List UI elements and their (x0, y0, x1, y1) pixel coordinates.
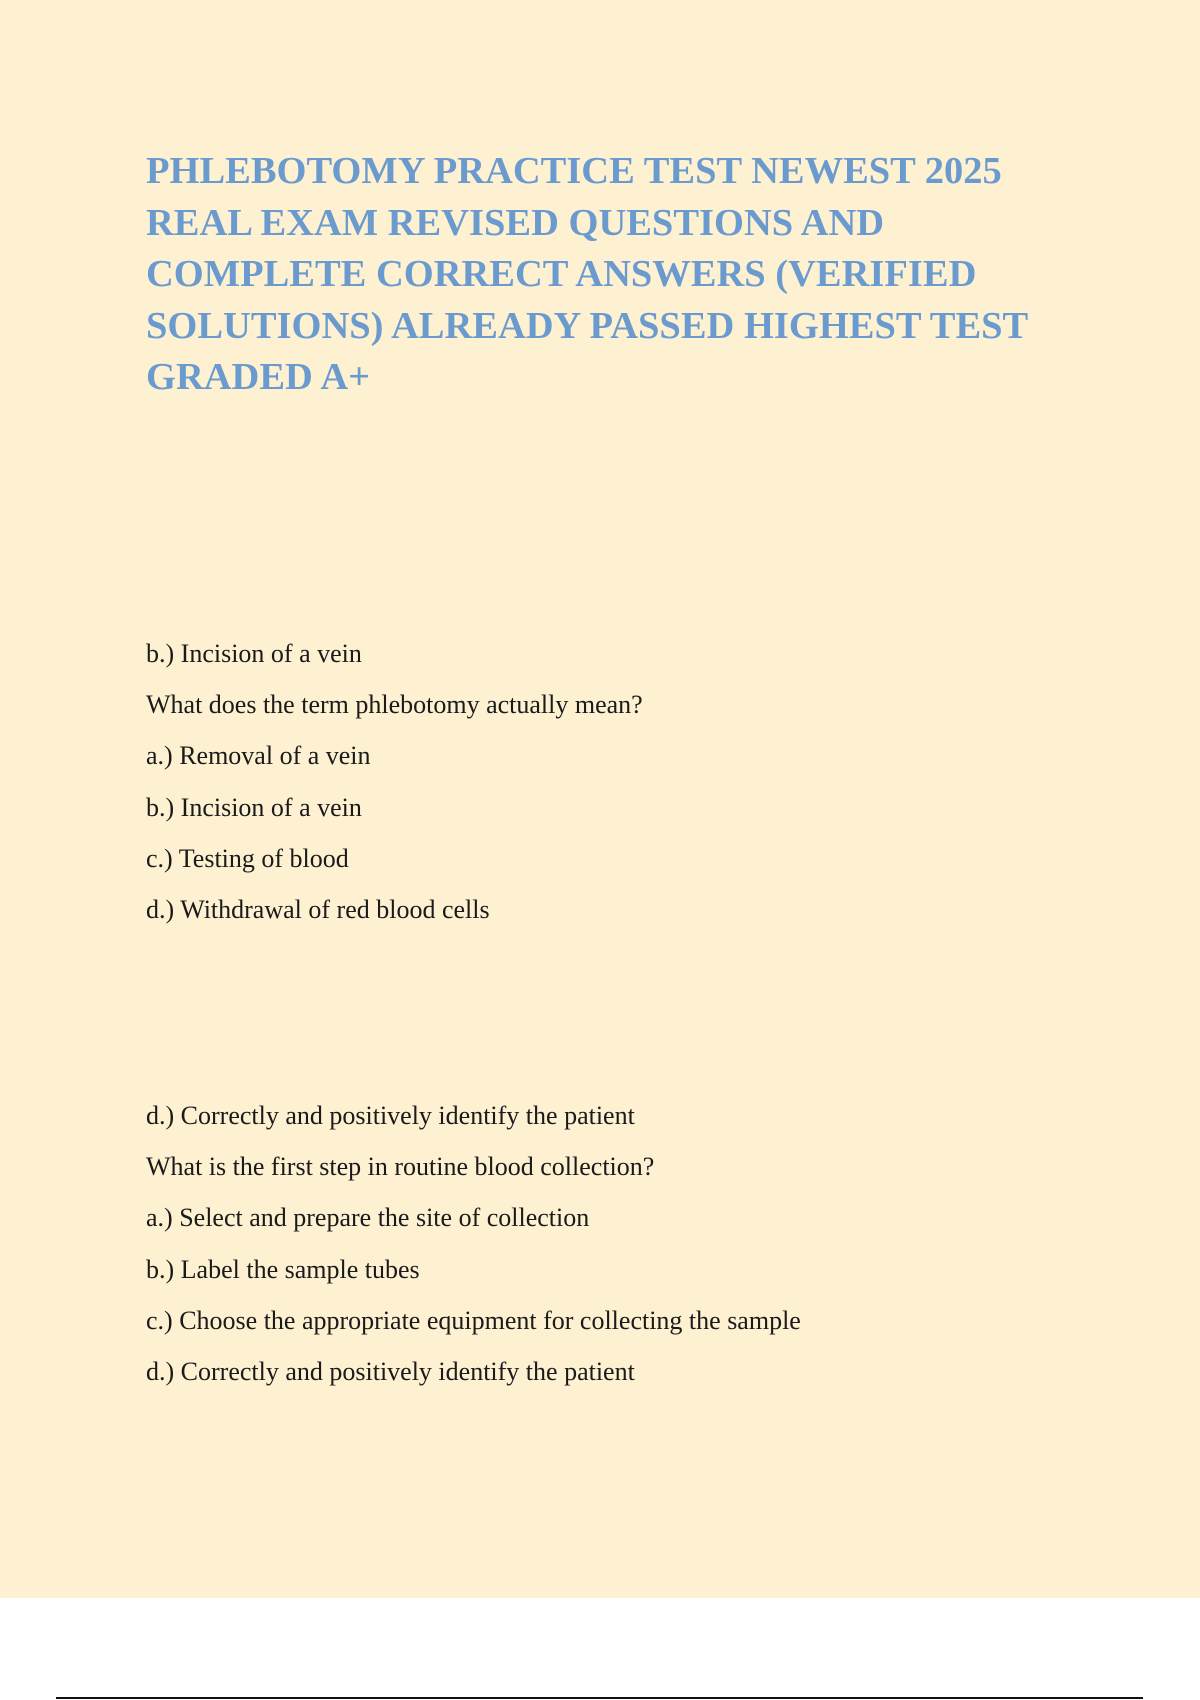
option-c: c.) Choose the appropriate equipment for collecting the sample (146, 1305, 801, 1335)
option-b: b.) Label the sample tubes (146, 1254, 420, 1284)
answer-text: b.) Incision of a vein (146, 639, 362, 668)
option-a: a.) Select and prepare the site of collection (146, 1203, 590, 1233)
question-text: What is the first step in routine blood collection? (146, 1152, 655, 1182)
document-title: PHLEBOTOMY PRACTICE TEST NEWEST 2025 REAL EXAM REVISED QUESTIONS AND COMPLETE CORRECT ANSWERS (VERIFIED SOLUTIONS) ALREADY PASSED HIGHEST TEST GRADED A+ (146, 150, 1028, 398)
answer-text: d.) Correctly and positively identify the patient (146, 1101, 635, 1130)
question-block (146, 1090, 1126, 1397)
question-text: What does the term phlebotomy actually mean? (146, 690, 643, 720)
option-c: c.) Testing of blood (146, 843, 349, 873)
option-a: a.) Removal of a vein (146, 741, 371, 771)
option-d: d.) Withdrawal of red blood cells (146, 895, 490, 925)
option-d: d.) Correctly and positively identify the patient (146, 1357, 635, 1387)
option-b: b.) Incision of a vein (146, 792, 362, 822)
footer-divider (56, 1697, 1143, 1699)
question-block (146, 628, 1126, 935)
